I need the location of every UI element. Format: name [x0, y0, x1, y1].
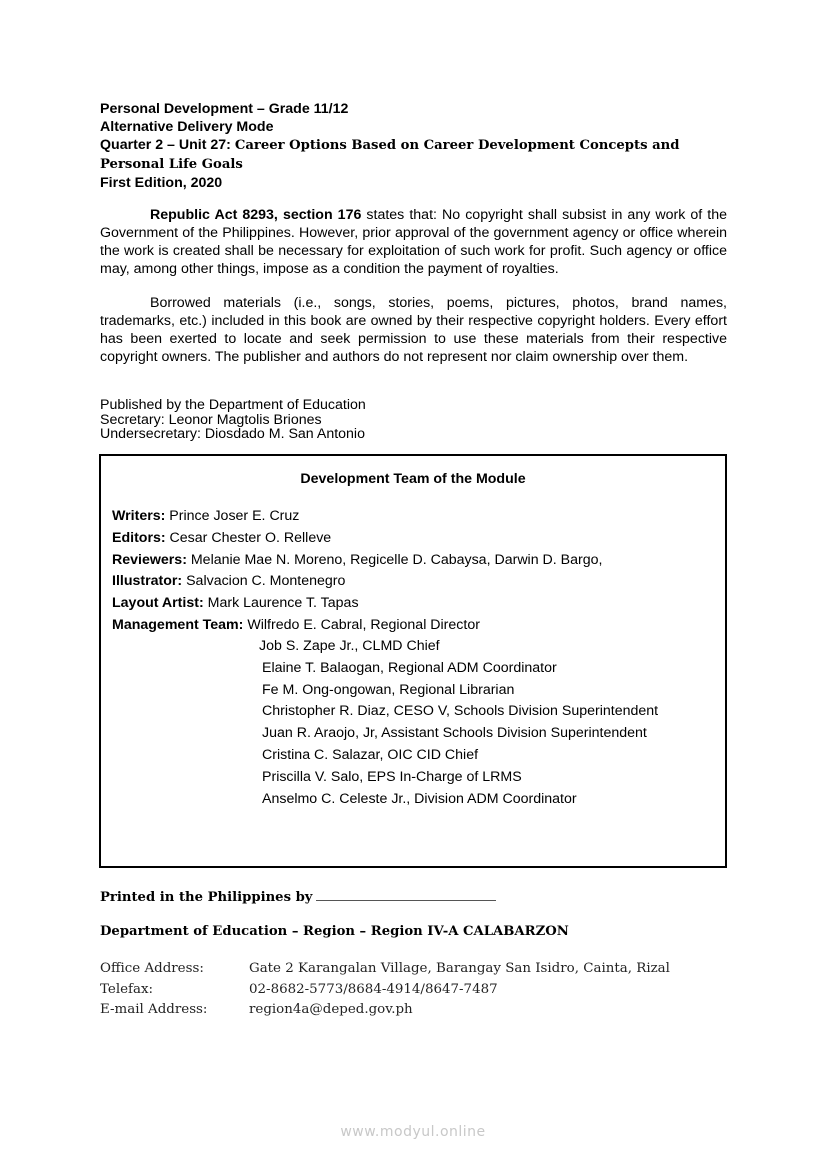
watermark: www.modyul.online [340, 1124, 486, 1140]
role-label: Illustrator: [112, 573, 183, 590]
telefax-row [100, 980, 670, 1001]
management-member: Juan R. Araojo, Jr, Assistant Schools Division Superintendent [262, 725, 647, 742]
contact-label: Office Address: [100, 961, 204, 976]
contact-value: Gate 2 Karangalan Village, Barangay San Isidro, Cainta, Rizal [249, 961, 670, 976]
management-member: Priscilla V. Salo, EPS In-Charge of LRMS [262, 768, 522, 785]
publisher: Published by the Department of Education [100, 397, 366, 413]
copyright-paragraph [100, 206, 727, 278]
role-label: Management Team: [112, 616, 244, 633]
unit-title [100, 136, 730, 174]
subject-grade: Personal Development – Grade 11/12 [100, 101, 349, 117]
role-value: Cesar Chester O. Relleve [165, 529, 332, 546]
secretary: Secretary: Leonor Magtolis Briones [100, 411, 322, 428]
role-value: Salvacion C. Montenegro [182, 573, 346, 590]
management-member: Anselmo C. Celeste Jr., Division ADM Coordinator [262, 790, 577, 807]
role-value: Wilfredo E. Cabral, Regional Director [243, 616, 480, 633]
unit-prefix: Quarter 2 – Unit 27: [100, 137, 235, 153]
deped-region: Department of Education – Region – Region IV-A CALABARZON [100, 924, 569, 939]
team-roles [112, 506, 602, 637]
role-value: Melanie Mae N. Moreno, Regicelle D. Cabaysa, Darwin D. Bargo, [186, 551, 603, 568]
role-label: Layout Artist: [112, 595, 204, 612]
role-value: Prince Joser E. Cruz [165, 508, 300, 524]
management-member: Cristina C. Salazar, OIC CID Chief [262, 746, 479, 763]
role-writers [112, 506, 602, 528]
printed-by-label: Printed in the Philippines by [100, 890, 313, 905]
role-label: Editors: [112, 529, 166, 546]
email-value[interactable]: region4a@deped.gov.ph [249, 1002, 413, 1017]
role-layout-artist [112, 593, 602, 615]
role-reviewers [112, 550, 602, 572]
printer-blank-line [316, 888, 496, 901]
role-editors [112, 528, 602, 550]
delivery-mode: Alternative Delivery Mode [100, 119, 274, 135]
role-illustrator [112, 571, 602, 593]
printed-by [100, 888, 496, 905]
contact-info [100, 959, 670, 1021]
law-citation: Republic Act 8293, section 176 [150, 207, 362, 223]
undersecretary: Undersecretary: Diosdado M. San Antonio [100, 426, 365, 442]
management-member: Elaine T. Balaogan, Regional ADM Coordinator [262, 659, 557, 676]
contact-label: E-mail Address: [100, 1002, 208, 1017]
copyright-text: states that: No copyright shall subsist in any work of the Government of the Philippines. However, prior approval of the government agency or office wherein the work is created shall be necessary for exploitation of such work for profit. Such agency or office may, among other things, impose as a condition the payment of royalties. [100, 207, 728, 277]
management-team-list [259, 636, 658, 810]
contact-value: 02-8682-5773/8684-4914/8647-7487 [249, 981, 498, 997]
office-address-row [100, 959, 670, 980]
contact-label: Telefax: [100, 981, 154, 997]
management-member: Christopher R. Diaz, CESO V, Schools Division Superintendent [262, 703, 659, 720]
email-row [100, 1000, 670, 1021]
publisher-info [100, 398, 366, 442]
edition: First Edition, 2020 [100, 175, 223, 191]
role-value: Mark Laurence T. Tapas [203, 595, 359, 612]
team-title: Development Team of the Module [300, 471, 526, 487]
role-label: Writers: [112, 508, 166, 524]
unit-title-text: Career Options Based on Career Development Concepts and Personal Life Goals [100, 138, 680, 172]
management-member: Job S. Zape Jr., CLMD Chief [259, 638, 440, 654]
title-block [100, 100, 730, 192]
development-team-box [99, 454, 727, 868]
borrowed-materials-paragraph: Borrowed materials (i.e., songs, stories, poems, pictures, photos, brand names, trademarks, etc.) included in this book are owned by their respective copyright holders. Every effort has been exerted to locate and seek permission to use these materials from their respective copyright owners. The publisher and authors do not represent nor claim ownership over them. [100, 295, 727, 365]
role-management-team [112, 615, 602, 637]
role-label: Reviewers: [112, 551, 187, 568]
management-member: Fe M. Ong-ongowan, Regional Librarian [262, 681, 515, 698]
